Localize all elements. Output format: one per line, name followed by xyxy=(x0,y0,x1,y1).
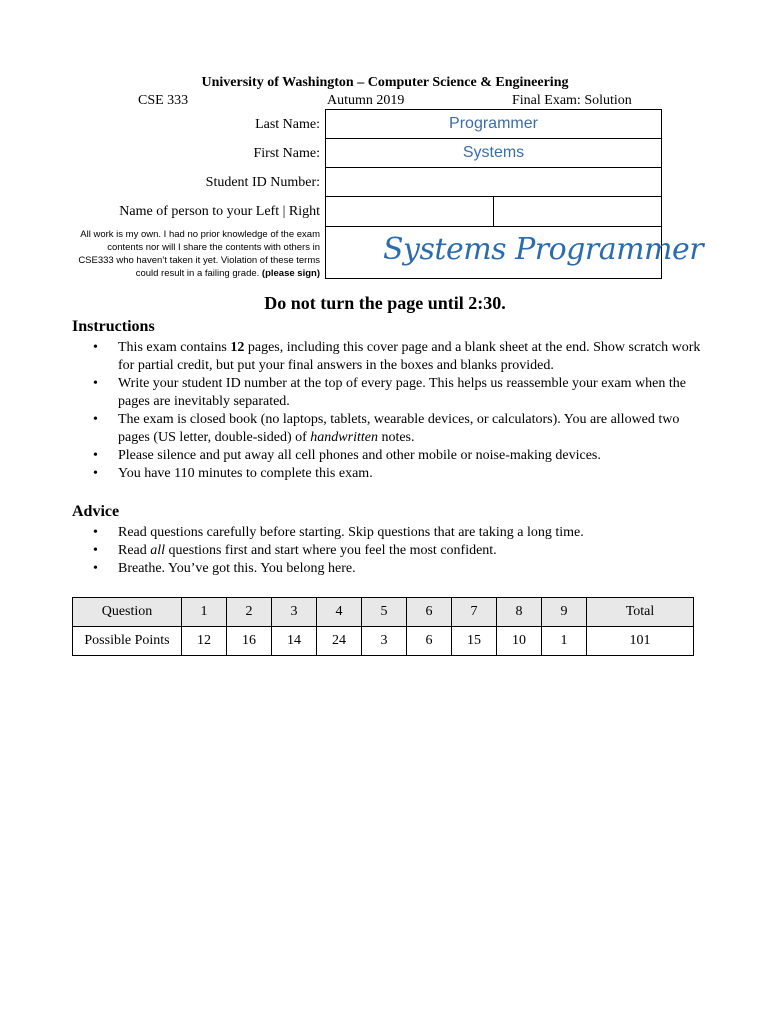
total-label: Total xyxy=(587,598,694,627)
list-item: • You have 110 minutes to complete this exam. xyxy=(72,465,712,483)
please-sign-note: (please sign) xyxy=(261,268,320,279)
honor-line xyxy=(70,267,320,280)
question-points: 1 xyxy=(542,627,587,656)
question-points: 12 xyxy=(182,627,227,656)
list-item: • Write your student ID number at the top of every page. This helps us reassemble your exam when the pages are inevitably separated. xyxy=(72,375,712,411)
exam-term: Autumn 2019 xyxy=(327,93,405,108)
last-name-label: Last Name: xyxy=(255,117,320,132)
question-points: 3 xyxy=(362,627,407,656)
total-points: 101 xyxy=(587,627,694,656)
honor-line: contents nor will I share the contents with others in xyxy=(107,242,320,253)
question-number: 9 xyxy=(542,598,587,627)
signature[interactable]: Systems Programmer xyxy=(383,232,704,267)
row-label-points: Possible Points xyxy=(73,627,182,656)
question-points: 24 xyxy=(317,627,362,656)
list-item: • The exam is closed book (no laptops, tablets, wearable devices, or calculators). You are allowed two pages (US letter, double-sided) of handwritten notes. xyxy=(72,411,712,447)
honor-line-text: could result in a failing grade. xyxy=(135,268,260,279)
start-time-warning: Do not turn the page until 2:30. xyxy=(264,293,506,313)
question-points: 16 xyxy=(227,627,272,656)
divider xyxy=(325,167,662,168)
question-number: 4 xyxy=(317,598,362,627)
honor-line: All work is my own. I had no prior knowledge of the exam xyxy=(80,229,320,240)
instructions-heading: Instructions xyxy=(72,318,155,335)
honor-line: CSE333 who haven’t taken it yet. Violation of these terms xyxy=(78,255,320,266)
list-item: • Read all questions first and start where you feel the most confident. xyxy=(72,542,712,560)
table-row xyxy=(73,627,694,656)
neighbors-label: Name of person to your Left | Right xyxy=(119,204,320,219)
advice-list xyxy=(72,524,712,578)
question-number: 2 xyxy=(227,598,272,627)
last-name-field[interactable]: Programmer xyxy=(449,115,538,132)
divider xyxy=(325,226,662,227)
course-code: CSE 333 xyxy=(138,93,189,108)
list-item: • This exam contains 12 pages, including this cover page and a blank sheet at the end. Show scratch work for partial credit, but put your final answers in the boxes and blanks provided. xyxy=(72,339,712,375)
honor-statement xyxy=(70,228,320,280)
student-id-field[interactable] xyxy=(325,173,662,195)
question-number: 3 xyxy=(272,598,317,627)
question-points: 6 xyxy=(407,627,452,656)
first-name-field[interactable]: Systems xyxy=(462,144,525,161)
question-number: 5 xyxy=(362,598,407,627)
right-neighbor-field[interactable] xyxy=(494,197,661,225)
question-number: 6 xyxy=(407,598,452,627)
university-title: University of Washington – Computer Science & Engineering xyxy=(201,75,569,90)
list-item: • Please silence and put away all cell phones and other mobile or noise-making devices. xyxy=(72,447,712,465)
question-points: 10 xyxy=(497,627,542,656)
left-neighbor-field[interactable] xyxy=(326,197,492,225)
table-row xyxy=(73,598,694,627)
exam-type: Final Exam: Solution xyxy=(512,93,632,108)
divider xyxy=(325,138,662,139)
question-number: 1 xyxy=(182,598,227,627)
student-id-label: Student ID Number: xyxy=(205,175,320,190)
question-number: 7 xyxy=(452,598,497,627)
points-table xyxy=(72,597,694,656)
first-name-label: First Name: xyxy=(253,146,320,161)
instructions-list xyxy=(72,339,712,483)
question-number: 8 xyxy=(497,598,542,627)
advice-heading: Advice xyxy=(72,503,120,520)
question-points: 14 xyxy=(272,627,317,656)
row-label-question: Question xyxy=(73,598,182,627)
list-item: • Breathe. You’ve got this. You belong here. xyxy=(72,560,712,578)
question-points: 15 xyxy=(452,627,497,656)
list-item: • Read questions carefully before starting. Skip questions that are taking a long time. xyxy=(72,524,712,542)
